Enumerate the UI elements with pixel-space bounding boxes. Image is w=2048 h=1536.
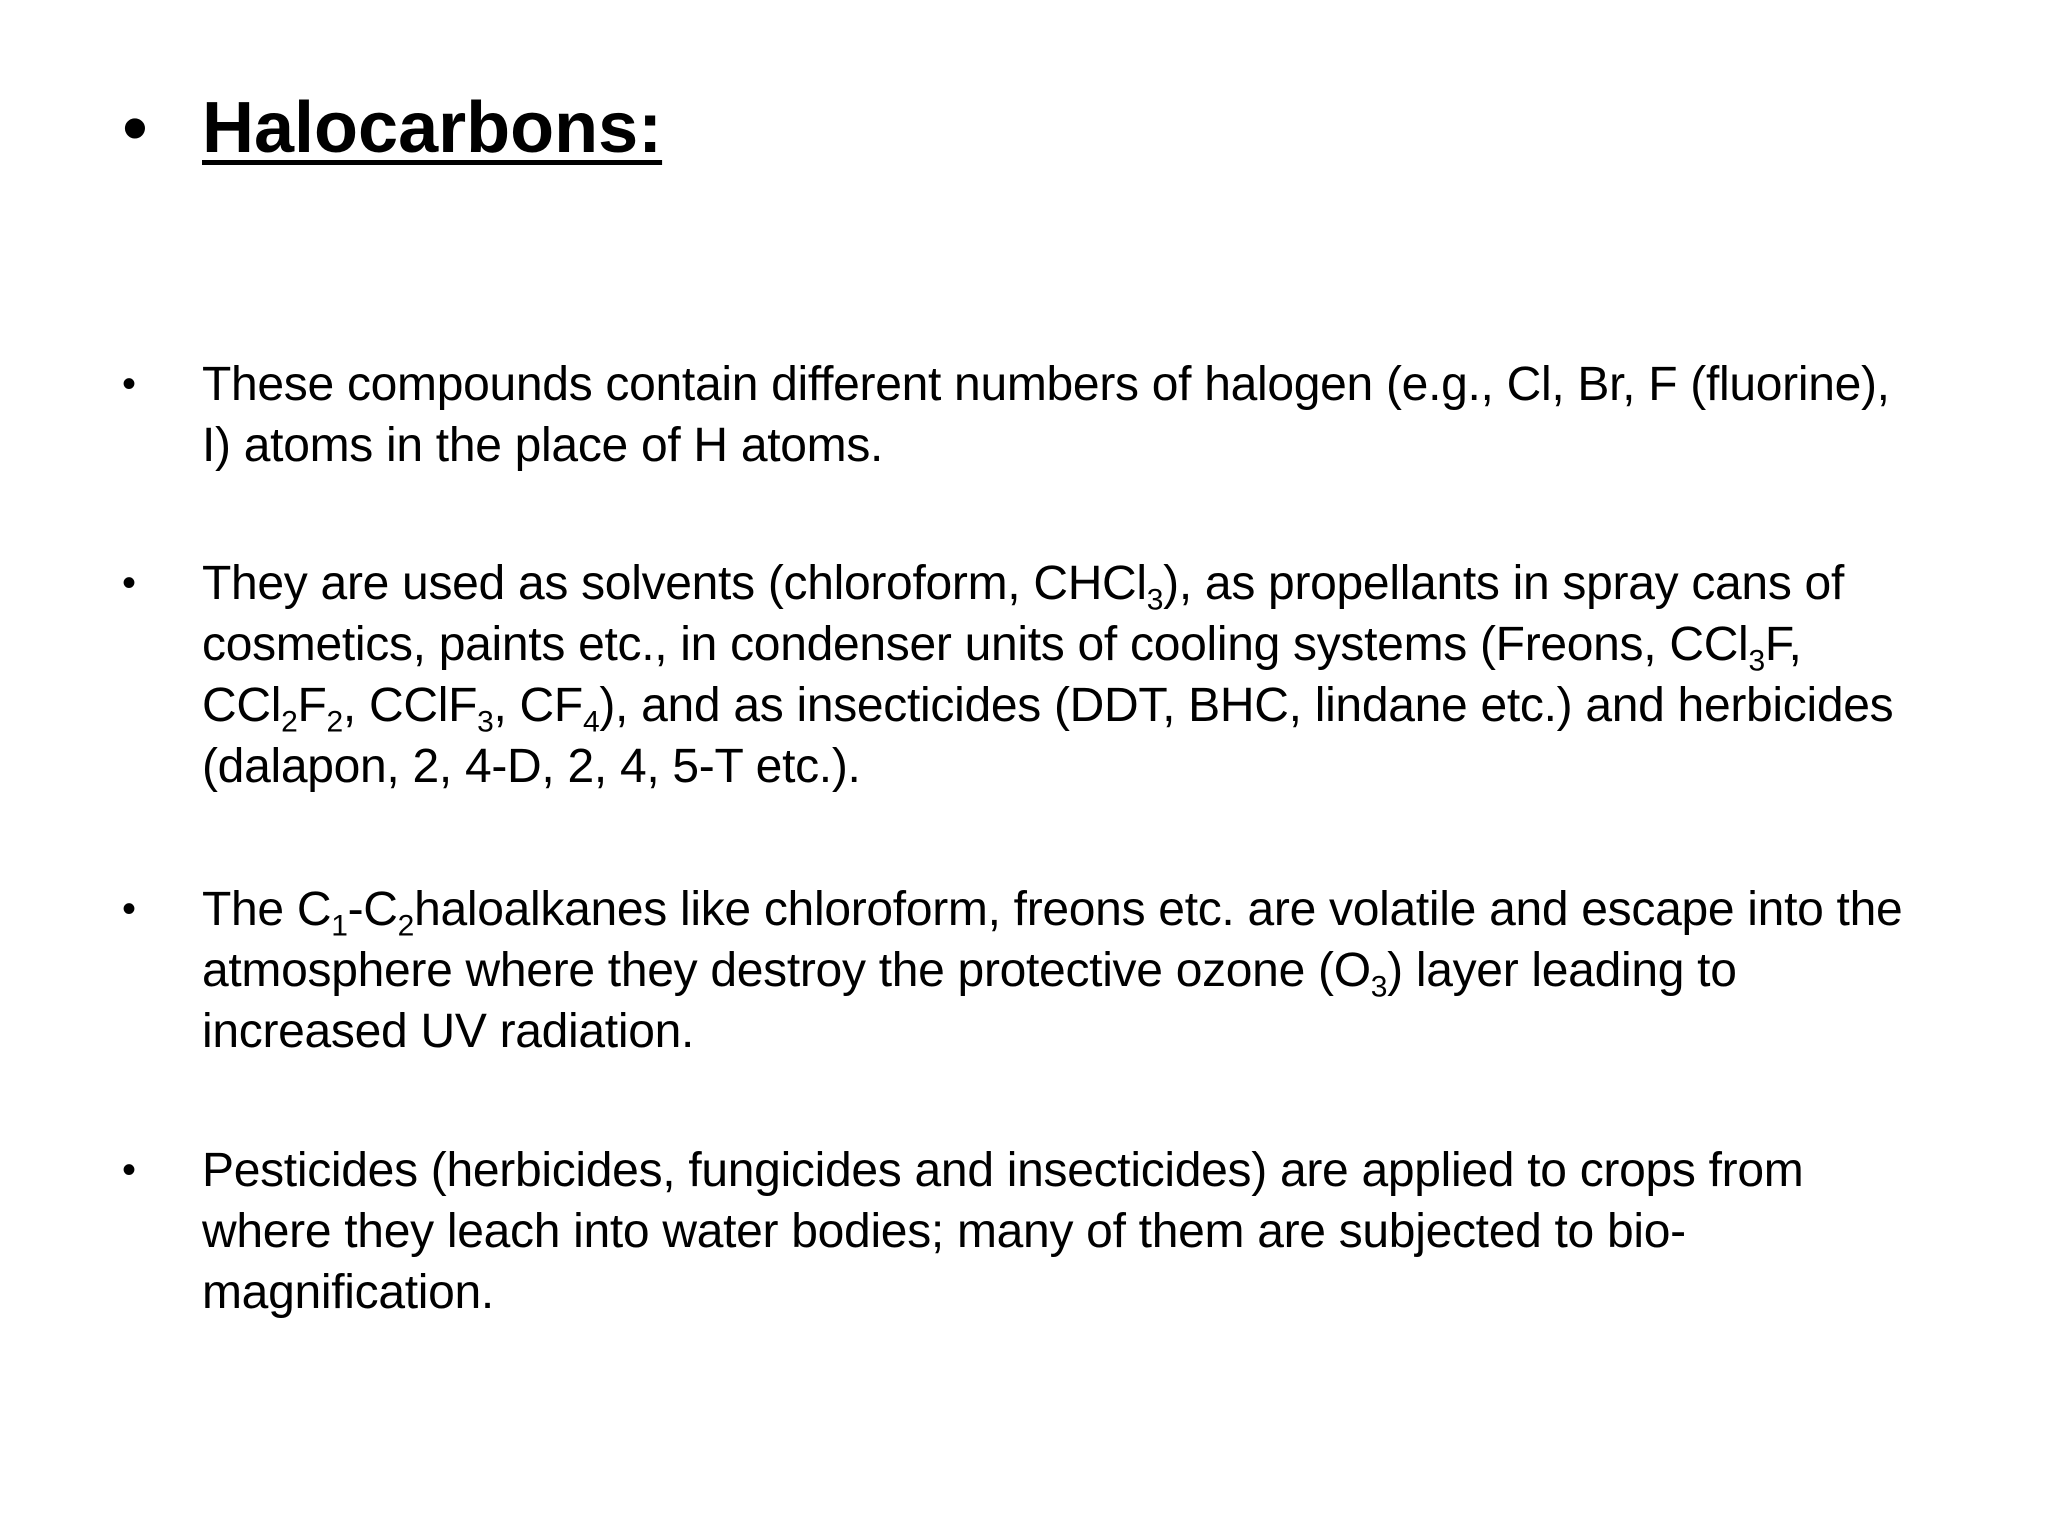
text-run: , CClF xyxy=(342,679,478,732)
text-run: These compounds contain different numbers of halogen (e.g., Cl, Br, F (fluorine), I) atoms in the place of H atoms. xyxy=(202,358,1890,472)
text-run: The C xyxy=(202,883,332,936)
subscript: 2 xyxy=(397,909,415,943)
slide-title: Halocarbons: xyxy=(202,88,663,168)
bullet-text xyxy=(202,879,1922,1062)
bullet-item xyxy=(122,879,1922,1062)
text-run: ), as propellants in spray cans of cosmetics, paints etc., in condenser units of cooling systems (Freons, CCl xyxy=(202,557,1844,671)
subscript: 2 xyxy=(326,705,343,739)
subscript: 1 xyxy=(331,909,348,943)
bullet-text xyxy=(202,553,1922,797)
text-run: F, CCl xyxy=(202,618,1802,732)
bullet-text xyxy=(202,354,1922,476)
bullet-item xyxy=(122,354,1922,476)
bullet-icon: • xyxy=(122,1148,137,1192)
subscript: 3 xyxy=(1146,583,1164,617)
text-run: -C xyxy=(347,883,398,936)
text-run: ) layer leading to increased UV radiation. xyxy=(202,944,1737,1058)
title-row xyxy=(122,78,662,178)
title-bullet-icon: • xyxy=(122,86,148,169)
bullet-item xyxy=(122,553,1922,797)
text-run: They are used as solvents (chloroform, CHCl xyxy=(202,557,1147,610)
text-run: , CF xyxy=(493,679,583,732)
text-run: haloalkanes like chloroform, freons etc. are volatile and escape into the atmosphere where they destroy the protective ozone (O xyxy=(202,883,1903,997)
subscript: 3 xyxy=(1748,644,1765,678)
text-run: F xyxy=(297,679,327,732)
bullet-icon: • xyxy=(122,362,137,406)
subscript: 4 xyxy=(582,705,600,739)
subscript: 2 xyxy=(281,705,298,739)
bullet-icon: • xyxy=(122,887,137,931)
subscript: 3 xyxy=(1370,970,1388,1004)
text-run: Pesticides (herbicides, fungicides and insecticides) are applied to crops from where they leach into water bodies; many of them are subjected to bio-magnification. xyxy=(202,1144,1804,1319)
text-run: ), and as insecticides (DDT, BHC, lindane etc.) and herbicides (dalapon, 2, 4-D, 2, 4, 5-T etc.). xyxy=(202,679,1894,793)
bullet-text xyxy=(202,1140,1922,1323)
bullet-icon: • xyxy=(122,561,137,605)
bullet-item xyxy=(122,1140,1922,1323)
subscript: 3 xyxy=(477,705,494,739)
